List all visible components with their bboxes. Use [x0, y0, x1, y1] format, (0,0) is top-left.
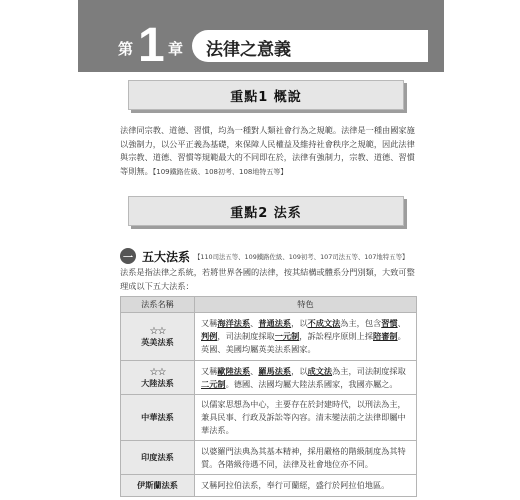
system-name: 伊斯蘭法系 [137, 480, 178, 490]
chapter-title: 法律之意義 [206, 40, 291, 60]
importance-stars-icon: ☆☆ [149, 366, 166, 378]
system-feature-cell [195, 313, 417, 361]
table-row [121, 361, 417, 395]
feature-text: 。德國、法國均屬大陸法系國家，我國亦屬之。 [225, 378, 398, 389]
chapter-suffix: 章 [168, 40, 184, 58]
feature-text: ，司法制度採取 [217, 331, 275, 341]
feature-text: ，訴訟程序原則上採 [299, 331, 373, 341]
feature-text: 以婆羅門法典為其基本精神，採用嚴格的階級制度為其特質。各階級待遇不同，法律及社會地位亦不同。 [201, 445, 406, 469]
key-point-2-title: 重點2 法系 [230, 205, 302, 221]
header-system-name: 法系名稱 [121, 297, 195, 313]
system-name-cell [121, 313, 195, 361]
feature-text: 又稱 [201, 318, 218, 328]
system-feature-cell [195, 441, 417, 475]
table-row [121, 395, 417, 441]
system-feature-cell [195, 361, 417, 395]
key-term: 陪審制 [373, 331, 398, 341]
system-feature-cell [195, 475, 417, 497]
key-term: 習慣 [381, 318, 398, 328]
table-row [121, 475, 417, 497]
overview-paragraph [120, 124, 420, 179]
chapter-number: 1 [138, 19, 165, 72]
feature-text: 、 [250, 365, 259, 376]
key-term: 一元制 [274, 331, 300, 341]
key-term: 海洋法系 [217, 318, 251, 328]
section-heading [120, 248, 408, 264]
importance-stars-icon: ☆☆ [149, 325, 166, 337]
key-term: 成文法 [307, 365, 333, 376]
key-term: 羅馬法系 [258, 365, 292, 376]
section-source: 【110司法五等、109鐵路佐級、109初考、107司法五等、107地特五等】 [194, 252, 409, 261]
system-name-cell [121, 441, 195, 475]
key-term: 不成文法 [307, 318, 341, 328]
legal-system-intro: 法系是指法律之系統，若將世界各國的法律，按其結構或體系分門別類，大致可整理成以下五大法系： [120, 267, 415, 291]
key-term: 判例 [201, 331, 218, 341]
key-term: 歐陸法系 [217, 365, 251, 376]
key-term: 二元制 [201, 378, 226, 389]
legal-systems-table [120, 296, 417, 497]
table-row [121, 313, 417, 361]
system-name-cell [121, 361, 195, 395]
table-header-row [121, 297, 417, 313]
feature-text: 為主，司法制度採取 [332, 365, 406, 376]
table-row [121, 441, 417, 475]
system-feature-cell [195, 395, 417, 441]
chapter-title-box [192, 30, 428, 62]
key-point-2-banner [128, 196, 404, 226]
feature-text: 又稱阿拉伯法系，奉行可蘭經，盛行於阿拉伯地區。 [201, 480, 390, 490]
section-title: 五大法系 [142, 249, 191, 264]
feature-text: 。英國、美國均屬英美法系國家。 [201, 331, 406, 354]
section-number-badge: 一 [120, 248, 136, 264]
system-name-cell [121, 395, 195, 441]
feature-text: 又稱 [201, 365, 218, 376]
system-name-cell [121, 475, 195, 497]
system-name: 英美法系 [141, 336, 174, 347]
key-point-1-banner [128, 80, 404, 110]
key-point-1-title: 重點1 概說 [230, 89, 302, 105]
table-body [121, 313, 417, 497]
feature-text: 、 [250, 318, 259, 328]
page [78, 0, 444, 500]
overview-source: 【109鐵路佐級、108初考、108地特五等】 [152, 167, 288, 176]
feature-text: ，以 [291, 318, 308, 328]
feature-text: 以儒家思想為中心，主要存在於封建時代，以刑法為主，兼具民事、行政及訴訟等內容。清末變法前之法律即屬中華法系。 [201, 399, 406, 435]
system-name: 印度法系 [141, 452, 174, 462]
overview-text: 法律同宗教、道德、習慣，均為一種對人類社會行為之規範。法律是一種由國家施以強制力，以公平正義為基礎，來保障人民權益及維持社會秩序之規範，因此法律與宗教、道德、習慣等規範最大的不同即在於，法律有強制力，宗教、道德、習慣等則無。 [120, 125, 415, 176]
header-features: 特色 [195, 297, 417, 313]
system-name: 大陸法系 [141, 377, 174, 388]
system-name: 中華法系 [141, 412, 174, 422]
feature-text: 為主，包含 [340, 318, 382, 328]
feature-text: ，以 [291, 365, 308, 376]
key-term: 普通法系 [258, 318, 292, 328]
chapter-prefix: 第 [118, 40, 134, 58]
chapter-header [78, 0, 444, 72]
feature-text: 、 [397, 318, 406, 328]
